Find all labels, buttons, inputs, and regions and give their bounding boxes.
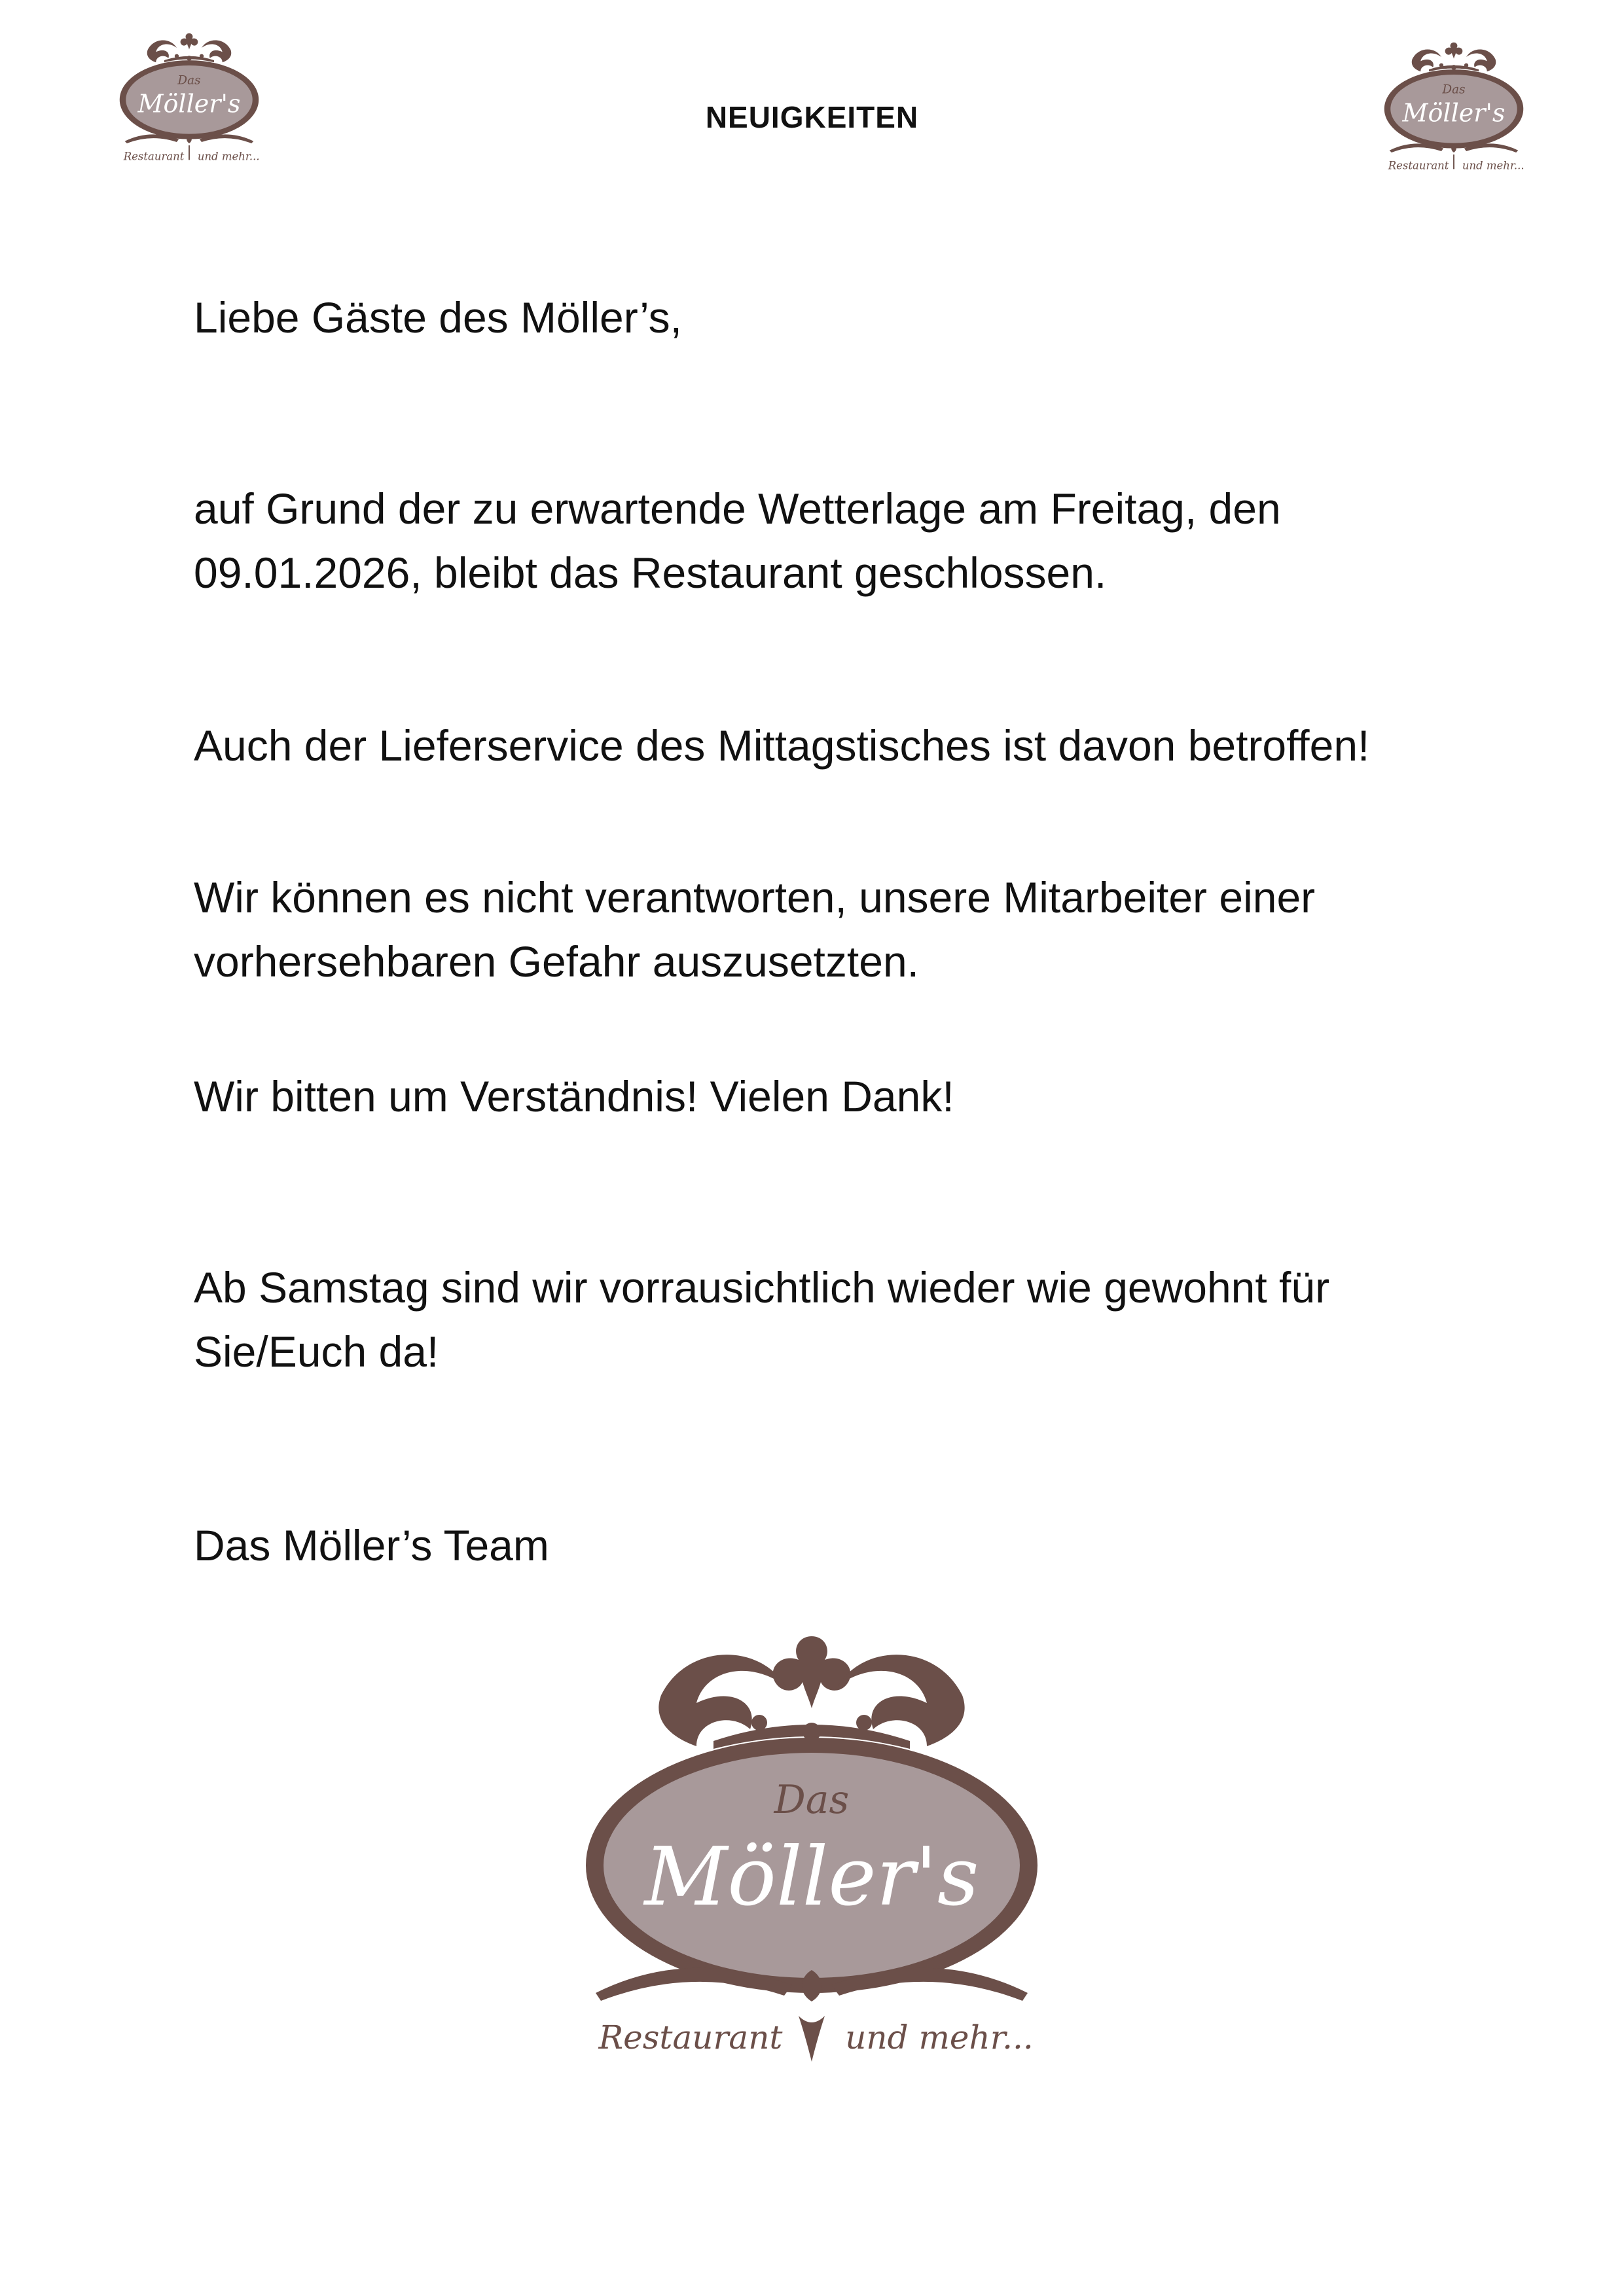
svg-text:Restaurant: Restaurant [123, 150, 185, 163]
svg-text:Das: Das [1442, 82, 1466, 97]
svg-text:Restaurant: Restaurant [1388, 159, 1449, 172]
svg-text:Restaurant: Restaurant [598, 2018, 783, 2056]
restaurant-logo-large [583, 1623, 1041, 2068]
letter-greeting: Liebe Gäste des Möller’s, [194, 293, 682, 342]
letter-signature: Das Möller’s Team [194, 1521, 549, 1570]
page-title: NEUIGKEITEN [705, 100, 919, 134]
svg-text:Möller's: Möller's [137, 89, 241, 118]
svg-text:Möller's: Möller's [644, 1830, 979, 1924]
restaurant-logo-top-right [1381, 34, 1526, 179]
letter-paragraph-reopening: Ab Samstag sind wir vorrausichtlich wieder wie gewohnt für Sie/Euch da! [194, 1263, 1330, 1376]
restaurant-logo-top-left [117, 25, 262, 170]
svg-text:und mehr...: und mehr... [1462, 159, 1525, 172]
letter-paragraph-closure: auf Grund der zu erwartende Wetterlage am Freitag, den 09.01.2026, bleibt das Restaurant geschlossen. [194, 484, 1281, 597]
svg-text:und mehr...: und mehr... [845, 2018, 1034, 2056]
svg-text:Das: Das [177, 73, 201, 88]
letter-paragraph-staff-safety: Wir können es nicht verantworten, unsere Mitarbeiter einer vorhersehbaren Gefahr auszusetzten. [194, 873, 1316, 986]
svg-text:Möller's: Möller's [1402, 98, 1506, 128]
svg-text:und mehr...: und mehr... [197, 150, 260, 163]
letter-paragraph-delivery: Auch der Lieferservice des Mittagstisches ist davon betroffen! [194, 721, 1370, 770]
letter-paragraph-thanks: Wir bitten um Verständnis! Vielen Dank! [194, 1072, 954, 1121]
svg-text:Das: Das [774, 1777, 850, 1823]
